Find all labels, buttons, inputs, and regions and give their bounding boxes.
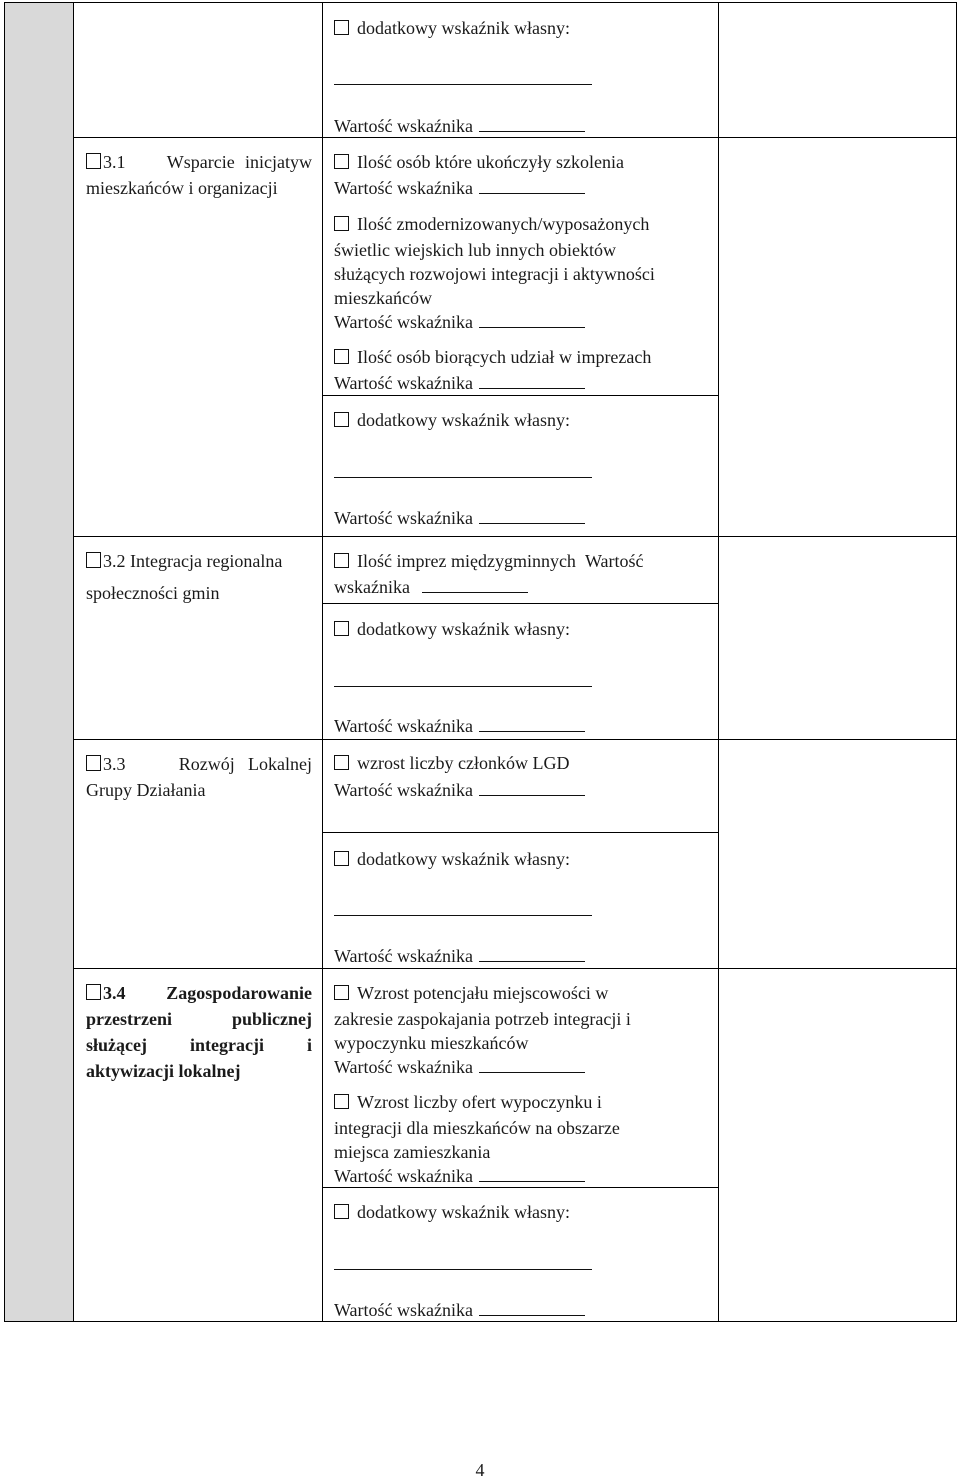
indicator-checkbox-leisure-offers[interactable] <box>334 1090 602 1114</box>
objective-text: Wsparcie inicjatyw <box>166 152 312 172</box>
table-gray-column <box>5 3 73 1321</box>
indicator-label: Ilość zmodernizowanych/wyposażonych <box>357 214 650 234</box>
objective-3-1[interactable] <box>86 149 312 201</box>
indicator-value-label: wskaźnika <box>334 577 410 597</box>
cell-separator <box>322 603 718 604</box>
checkbox-icon[interactable] <box>86 755 101 771</box>
indicator-checkbox-village-potential[interactable] <box>334 981 608 1005</box>
custom-indicator-checkbox[interactable] <box>334 847 570 871</box>
checkbox-icon[interactable] <box>86 153 101 169</box>
row-separator <box>73 536 957 537</box>
checkbox-icon[interactable] <box>334 154 349 169</box>
objective-text: Grupy Działania <box>86 780 206 800</box>
checkbox-icon[interactable] <box>334 755 349 770</box>
indicator-value-row <box>334 114 585 138</box>
objective-text: służącej integracji i <box>86 1035 312 1055</box>
custom-indicator-blank-line[interactable] <box>334 84 592 85</box>
objective-3-4[interactable] <box>86 980 312 1084</box>
custom-indicator-label: dodatkowy wskaźnik własny: <box>357 18 570 38</box>
indicator-value-row <box>334 1164 585 1188</box>
indicator-checkbox-event-participants[interactable] <box>334 345 651 369</box>
indicator-value-blank[interactable] <box>479 115 585 132</box>
indicator-checkbox-trained-persons[interactable] <box>334 150 624 174</box>
table-border-col1 <box>73 2 74 1322</box>
checkbox-icon[interactable] <box>86 552 101 568</box>
indicator-value-row <box>334 506 585 530</box>
indicator-label: wzrost liczby członków LGD <box>357 753 570 773</box>
objective-text: przestrzeni publicznej <box>86 1009 312 1029</box>
indicator-value-label: Wartość wskaźnika <box>334 178 473 198</box>
indicator-value-blank[interactable] <box>479 945 585 962</box>
table-border-left <box>4 2 5 1322</box>
indicator-checkbox-modernized-facilities[interactable] <box>334 212 649 236</box>
custom-indicator-checkbox[interactable] <box>334 16 570 40</box>
objective-text: mieszkańców i organizacji <box>86 178 278 198</box>
indicator-value-label: Wartość wskaźnika <box>334 1166 473 1186</box>
cell-separator <box>322 395 718 396</box>
checkbox-icon[interactable] <box>86 984 101 1000</box>
custom-indicator-checkbox[interactable] <box>334 408 570 432</box>
indicator-value-label: Wartość wskaźnika <box>334 508 473 528</box>
row-separator <box>73 739 957 740</box>
custom-indicator-blank-line[interactable] <box>334 1269 592 1270</box>
indicator-label: Wzrost potencjału miejscowości w <box>357 983 609 1003</box>
indicator-value-blank[interactable] <box>479 1299 585 1316</box>
checkbox-icon[interactable] <box>334 985 349 1000</box>
indicator-value-label: Wartość wskaźnika <box>334 780 473 800</box>
indicator-label: Ilość osób które ukończyły szkolenia <box>357 152 624 172</box>
indicator-value-row <box>334 1055 585 1079</box>
checkbox-icon[interactable] <box>334 349 349 364</box>
checkbox-icon[interactable] <box>334 621 349 636</box>
checkbox-icon[interactable] <box>334 20 349 35</box>
custom-indicator-blank-line[interactable] <box>334 686 592 687</box>
custom-indicator-label: dodatkowy wskaźnik własny: <box>357 1202 570 1222</box>
row-separator <box>73 968 957 969</box>
indicator-value-blank[interactable] <box>479 507 585 524</box>
indicator-label: zakresie zaspokajania potrzeb integracji i <box>334 1009 631 1029</box>
custom-indicator-label: dodatkowy wskaźnik własny: <box>357 410 570 430</box>
indicator-value-label: Wartość wskaźnika <box>334 946 473 966</box>
objective-text: Integracja regionalna <box>130 551 283 571</box>
indicator-value-row <box>334 714 585 738</box>
checkbox-icon[interactable] <box>334 1094 349 1109</box>
indicator-value-label: Wartość wskaźnika <box>334 716 473 736</box>
indicator-value-label: Wartość wskaźnika <box>334 312 473 332</box>
indicator-value-blank[interactable] <box>479 1165 585 1182</box>
indicator-value-row <box>334 575 528 599</box>
indicator-value-blank[interactable] <box>479 372 585 389</box>
indicator-value-blank[interactable] <box>479 177 585 194</box>
indicator-label: Wzrost liczby ofert wypoczynku i <box>357 1092 602 1112</box>
indicator-value-blank[interactable] <box>422 576 528 593</box>
indicator-label: służących rozwojowi integracji i aktywności <box>334 264 655 284</box>
custom-indicator-blank-line[interactable] <box>334 915 592 916</box>
indicator-label: Ilość osób biorących udział w imprezach <box>357 347 652 367</box>
indicator-value-label: Wartość wskaźnika <box>334 373 473 393</box>
indicator-value-label: Wartość <box>584 551 644 571</box>
objective-number: 3.4 <box>103 983 126 1003</box>
checkbox-icon[interactable] <box>334 412 349 427</box>
objective-number: 3.1 <box>103 152 126 172</box>
indicator-value-row <box>334 944 585 968</box>
custom-indicator-label: dodatkowy wskaźnik własny: <box>357 849 570 869</box>
indicator-value-label: Wartość wskaźnika <box>334 1300 473 1320</box>
objective-number: 3.2 <box>103 551 126 571</box>
objective-text: aktywizacji lokalnej <box>86 1061 241 1081</box>
objective-text: Rozwój Lokalnej <box>178 754 312 774</box>
objective-3-2[interactable] <box>86 548 312 606</box>
indicator-label: wypoczynku mieszkańców <box>334 1033 529 1053</box>
objective-text: społeczności gmin <box>86 583 220 603</box>
custom-indicator-blank-line[interactable] <box>334 477 592 478</box>
custom-indicator-checkbox[interactable] <box>334 617 570 641</box>
checkbox-icon[interactable] <box>334 216 349 231</box>
table-border-top <box>4 2 957 3</box>
custom-indicator-label: dodatkowy wskaźnik własny: <box>357 619 570 639</box>
page-number: 4 <box>475 1460 485 1480</box>
indicator-label: świetlic wiejskich lub innych obiektów <box>334 240 616 260</box>
custom-indicator-checkbox[interactable] <box>334 1200 570 1224</box>
indicator-value-row <box>334 176 585 200</box>
table-border-col3 <box>718 2 719 1322</box>
checkbox-icon[interactable] <box>334 553 349 568</box>
checkbox-icon[interactable] <box>334 851 349 866</box>
indicator-label: integracji dla mieszkańców na obszarze <box>334 1118 620 1138</box>
indicator-value-blank[interactable] <box>479 715 585 732</box>
indicator-label: miejsca zamieszkania <box>334 1142 491 1162</box>
indicator-value-blank[interactable] <box>479 779 585 796</box>
cell-separator <box>322 832 718 833</box>
indicator-value-row <box>334 1298 585 1322</box>
indicator-checkbox-intermunicipal-events[interactable] <box>334 549 643 573</box>
indicator-value-row <box>334 371 585 395</box>
indicator-value-row <box>334 310 585 334</box>
checkbox-icon[interactable] <box>334 1204 349 1219</box>
objective-3-3[interactable] <box>86 751 312 803</box>
table-border-right <box>956 2 957 1322</box>
objective-text: Zagospodarowanie <box>166 983 312 1003</box>
objective-number: 3.3 <box>103 754 126 774</box>
table-border-col2 <box>322 2 323 1322</box>
indicator-label: Ilość imprez międzygminnych <box>357 551 576 571</box>
indicator-value-blank[interactable] <box>479 311 585 328</box>
indicator-checkbox-lgd-members[interactable] <box>334 751 569 775</box>
indicator-value-row <box>334 778 585 802</box>
indicator-value-label: Wartość wskaźnika <box>334 1057 473 1077</box>
indicator-value-label: Wartość wskaźnika <box>334 116 473 136</box>
indicator-value-blank[interactable] <box>479 1056 585 1073</box>
indicator-label: mieszkańców <box>334 288 432 308</box>
